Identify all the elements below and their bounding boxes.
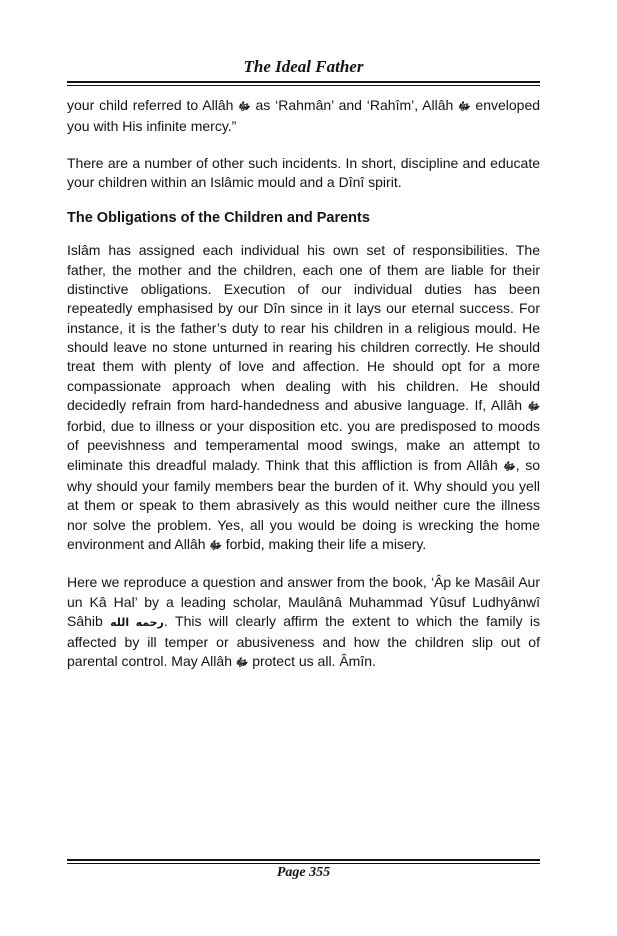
salutation-glyph: ﷻ [238, 101, 251, 113]
text-run: , so why should your family members bear the burden of it. Why should you yell at them or speak to them abrasively as this would neither cure the illness nor solve the problem. Yes, all you would be doing is wrecking the home environment and Allâh [67, 456, 540, 552]
text-run: forbid, due to illness or your disposition etc. you are predisposed to moods of peevishness and temperamental mood swings, make an attempt to eliminate this dreadful malady. Think that this affliction is from Allâh [67, 418, 540, 473]
salutation-glyph: ﷻ [235, 657, 249, 670]
header-rule-thick [67, 81, 540, 83]
salutation-glyph: ﷻ [458, 101, 471, 113]
footer-rule-thin [67, 863, 540, 864]
paragraph-obligations [67, 241, 540, 556]
page-body [67, 96, 540, 691]
footer-rule-thick [67, 859, 540, 861]
text-run: your child referred to Allâh [67, 97, 234, 113]
text-run: forbid, making their life a misery. [225, 535, 427, 552]
text-run: . This will clearly affirm the extent to which the family is affected by ill temper or abusiveness and how the children slip out of parental control. May Allâh [67, 612, 541, 670]
paragraph-incidents: There are a number of other such incidents. In short, discipline and educate your children within an Islâmic mould and a Dînî spirit. [67, 154, 540, 190]
paragraph-question-intro [67, 573, 540, 673]
page-number: Page 355 [276, 865, 331, 880]
section-heading: The Obligations of the Children and Parents [67, 210, 370, 227]
salutation-glyph: ﷻ [527, 400, 540, 413]
salutation-glyph: ﷻ [503, 460, 516, 473]
text-run: Here we reproduce a question and answer from the book, ‘Âp ke Masâil Aur un Kâ Hal’ by a leading scholar, Maulânâ Muhammad Yûsuf Ludhyânwî Sâhib [67, 574, 540, 629]
paragraph-continued [67, 96, 540, 137]
salutation-glyph: ﷻ [209, 539, 222, 552]
text-run: enveloped you with His infinite mercy.” [67, 97, 541, 135]
running-header: The Ideal Father [243, 57, 364, 76]
header-rule-thin [67, 85, 540, 86]
text-run: as ‘Rahmân’ and ‘Rahîm’, Allâh [255, 97, 454, 113]
text-run: Islâm has assigned each individual his own set of responsibilities. The father, the mother and the children, each one of them are liable for their distinctive obligations. Execution of our individual duties has been repeatedly emphasised by our Dîn since in it lays our eternal success. For instance, it is the father’s duty to rear his children in a religious mould. He should leave no stone unturned in rearing his children correctly. He should treat them with plenty of love and affection. He should opt for a more compassionate approach when dealing with his children. He should decidedly refrain from hard-handedness and abusive language. If, Allâh [67, 242, 540, 413]
rahmatullah-glyph: رحمه الله [110, 616, 164, 629]
text-run: protect us all. Âmîn. [252, 653, 376, 670]
